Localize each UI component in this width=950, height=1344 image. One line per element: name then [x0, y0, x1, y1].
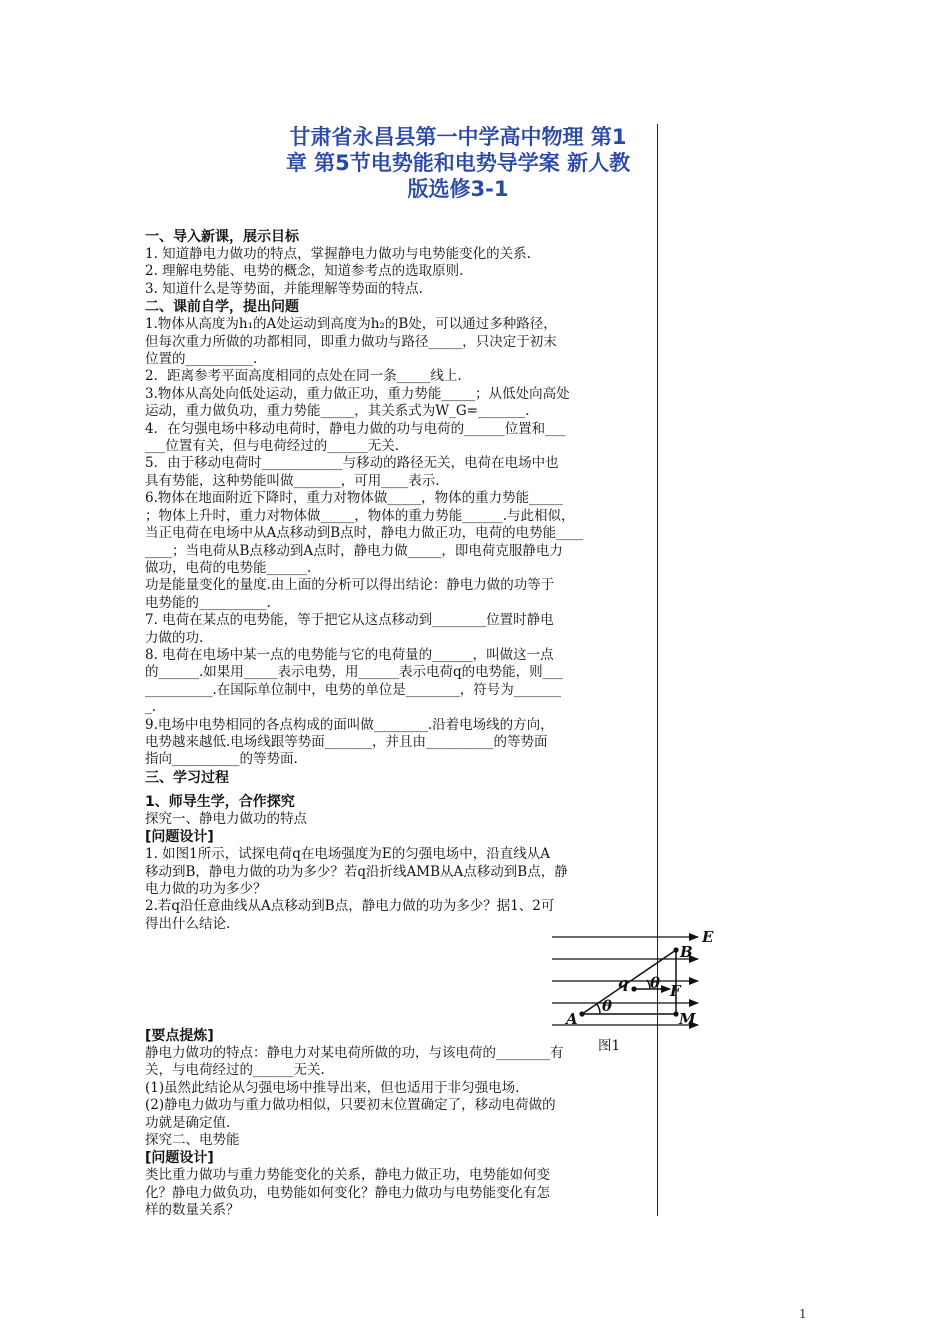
text-line: 化？静电力做负功，电势能如何变化？静电力做功与电势能变化有怎 — [145, 1184, 550, 1201]
text-line: 电力做的功为多少？ — [145, 881, 267, 897]
section-heading: [问题设计] — [145, 829, 214, 846]
text-line: 电势越来越低.电场线跟等势面_______，并且由__________的等势面 — [145, 733, 548, 750]
figure-caption: 图1 — [598, 1038, 621, 1054]
point-b — [673, 947, 678, 952]
text-line: 电势能的__________. — [145, 594, 271, 611]
text-line: 力做的功. — [145, 629, 204, 646]
point-a — [579, 1011, 584, 1016]
text-line: 移动到B，静电力做的功为多少？若q沿折线AMB从A点移动到B点，静 — [145, 863, 568, 880]
document-title — [262, 124, 654, 202]
section-heading: [问题设计] — [145, 1150, 214, 1167]
label-a: A — [566, 1010, 578, 1028]
text-line: 8. 电荷在电场中某一点的电势能与它的电荷量的______，叫做这一点 — [145, 646, 554, 663]
label-f: F — [670, 982, 681, 1000]
text-line: 得出什么结论. — [145, 915, 231, 932]
text-line: 1.物体从高度为h₁的A处运动到高度为h₂的B处，可以通过多种路径， — [145, 316, 557, 333]
section-heading: 一、导入新课，展示目标 — [145, 229, 299, 245]
text-line: 1. 如图1所示，试探电荷q在电场强度为E的匀强电场中，沿直线从A — [145, 846, 551, 863]
text-line: (2)静电力做功与重力做功相似，只要初末位置确定了，移动电荷做的 — [145, 1097, 556, 1114]
text-line: 1. 知道静电力做功的特点，掌握静电力做功与电势能变化的关系. — [145, 246, 531, 262]
text-line: ；物体上升时，重力对物体做_____，物体的重力势能______.与此相似， — [145, 507, 575, 524]
label-m: M — [679, 1010, 696, 1028]
text-line: 类比重力做功与重力势能变化的关系，静电力做正功，电势能如何变 — [145, 1167, 550, 1184]
label-theta-q: θ — [650, 974, 661, 992]
text-line: 7. 电荷在某点的电势能，等于把它从这点移动到________位置时静电 — [145, 612, 554, 629]
text-line: 当正电荷在电场中从A点移动到B点时，静电力做正功，电荷的电势能____ — [145, 525, 584, 542]
text-line: 具有势能，这种势能叫做_______，可用____表示. — [145, 472, 440, 489]
text-line: 做功，电荷的电势能______. — [145, 559, 312, 576]
title-line-1: 甘肃省永昌县第一中学高中物理 第1 — [289, 125, 627, 149]
content-part-1 — [145, 228, 657, 933]
angle-arc-a — [597, 1004, 600, 1014]
text-line: 关，与电荷经过的______无关. — [145, 1062, 325, 1079]
text-line: __________.在国际单位制中，电势的单位是________，符号为_______ — [145, 681, 562, 698]
text-line: _. — [145, 699, 157, 716]
text-line: 探究二、电势能 — [145, 1132, 240, 1149]
text-line: 2．距离参考平面高度相同的点处在同一条_____线上. — [145, 368, 462, 385]
label-theta-a: θ — [602, 997, 613, 1015]
text-line: 3.物体从高处向低处运动，重力做正功，重力势能_____；从低处向高处 — [145, 385, 570, 402]
text-line: 2.若q沿任意曲线从A点移动到B点，静电力做的功为多少？据1、2可 — [145, 898, 555, 915]
text-line: 6.物体在地面附近下降时，重力对物体做_____，物体的重力势能_____ — [145, 490, 563, 507]
label-q: q — [618, 974, 629, 992]
point-m — [673, 1011, 678, 1016]
text-line: 位置的__________. — [145, 351, 258, 368]
page-number: 1 — [799, 1307, 807, 1321]
title-line-3: 版选修3-1 — [407, 177, 509, 201]
section-heading: 二、课前自学，提出问题 — [145, 299, 299, 316]
title-line-2: 章 第5节电势能和电势导学案 新人教 — [285, 151, 631, 175]
text-line: 但每次重力所做的功都相同，即重力做功与路径_____，只决定于初末 — [145, 333, 557, 350]
text-line: 功是能量变化的量度.由上面的分析可以得出结论：静电力做的功等于 — [145, 577, 555, 594]
text-line: 功就是确定值. — [145, 1114, 231, 1131]
text-line: 3. 知道什么是等势面，并能理解等势面的特点. — [145, 280, 423, 297]
text-line: ___位置有关，但与电荷经过的______无关. — [145, 438, 400, 455]
text-line: 的______.如果用_____表示电势，用______表示电荷q的电势能，则___ — [145, 664, 563, 681]
text-line: 样的数量关系？ — [145, 1202, 240, 1219]
section-heading: [要点提炼] — [145, 1028, 214, 1044]
label-e: E — [702, 928, 714, 946]
text-line: 4．在匀强电场中移动电荷时，静电力做的功与电荷的______位置和___ — [145, 420, 566, 437]
text-line: 5．由于移动电荷时____________与移动的路径无关，电荷在电场中也 — [145, 455, 559, 472]
text-line: 2. 理解电势能、电势的概念，知道参考点的选取原则. — [145, 263, 464, 280]
text-line: 指向__________的等势面. — [145, 751, 298, 768]
text-line: 探究一、静电力做功的特点 — [145, 810, 307, 827]
text-line: ____；当电荷从B点移动到A点时，静电力做_____，即电荷克服静电力 — [145, 542, 563, 559]
section-heading: 三、学习过程 — [145, 769, 229, 786]
text-line: 静电力做功的特点：静电力对某电荷所做的功，与该电荷的________有 — [145, 1045, 564, 1061]
figure-1-field-diagram — [552, 926, 716, 1056]
text-line: 运动，重力做负功，重力势能_____，其关系式为W_G=_______. — [145, 403, 530, 420]
text-line: 9.电场中电势相同的各点构成的面叫做________.沿着电场线的方向， — [145, 716, 554, 733]
text-line: (1)虽然此结论从匀强电场中推导出来，但也适用于非匀强电场. — [145, 1079, 520, 1096]
label-b: B — [680, 943, 693, 961]
section-heading: 1、师导生学，合作探究 — [145, 793, 295, 810]
charge-q — [631, 986, 636, 991]
